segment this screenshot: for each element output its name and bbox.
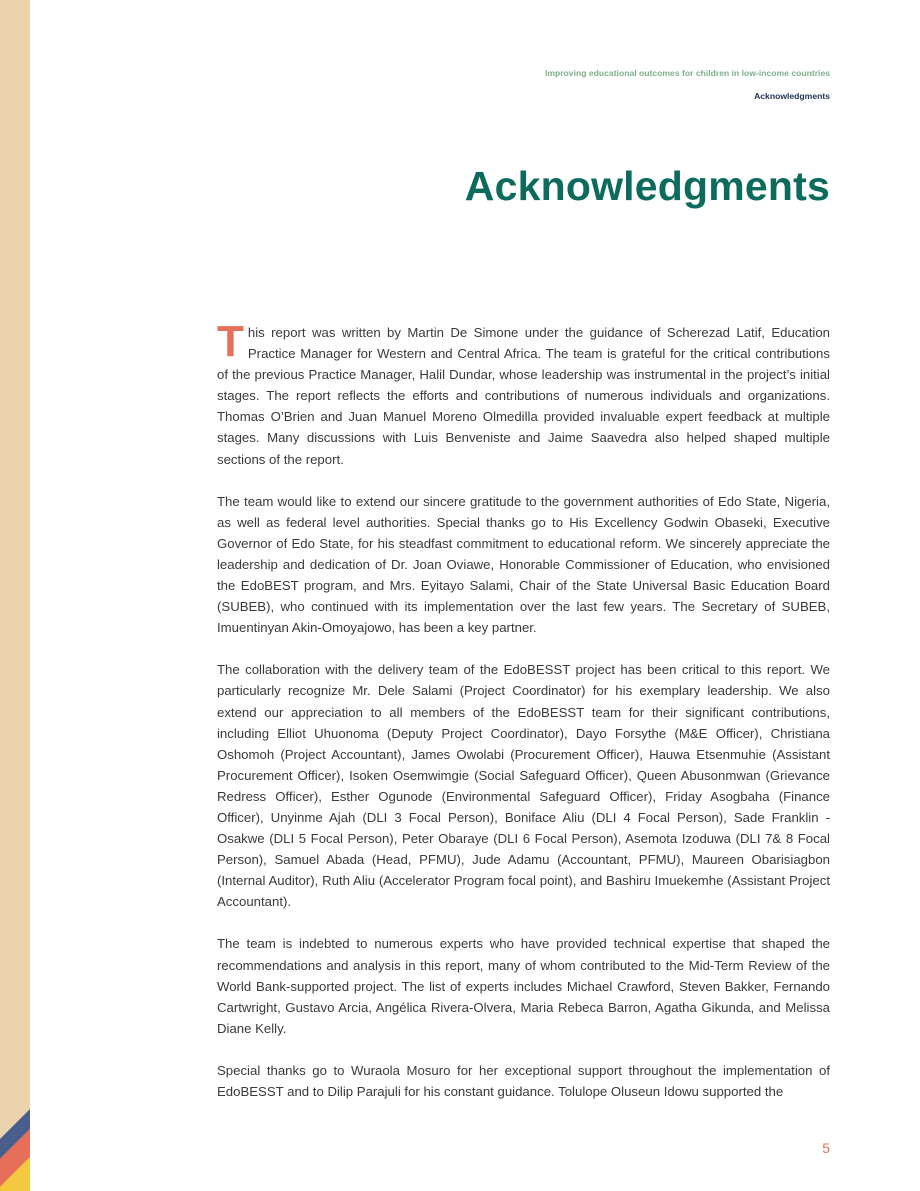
paragraph-4: The team is indebted to numerous experts who have provided technical expertise that shaped the recommendations and analysis in this report, many of whom contributed to the Mid-Term Review of the World Bank-supported project. The list of experts includes Michael Crawford, Steven Bakker, Fernando Cartwright, Gustavo Arcia, Angélica Rivera-Olvera, Maria Rebeca Barron, Agatha Gikunda, and Melissa Diane Kelly. <box>217 936 830 1036</box>
running-header <box>545 69 830 100</box>
decorative-side-band <box>0 0 30 1191</box>
drop-cap: T <box>217 317 244 366</box>
corner-stripes-graphic <box>0 1101 30 1191</box>
paragraph-1 <box>217 317 830 470</box>
page-number: 5 <box>822 1140 830 1156</box>
document-title: Improving educational outcomes for children in low-income countries <box>544 68 830 78</box>
body-text <box>217 317 830 1123</box>
page-title: Acknowledgments <box>464 163 830 209</box>
paragraph-3: The collaboration with the delivery team of the EdoBESST project has been critical to this report. We particularly recognize Mr. Dele Salami (Project Coordinator) for his exemplary leadership. We also extend our appreciation to all members of the EdoBESST team for their significant contributions, including Elliot Uhuonoma (Deputy Project Coordinator), Dayo Forsythe (M&E Officer), Christiana Oshomoh (Project Accountant), James Owolabi (Procurement Officer), Hauwa Etsenmuhie (Assistant Procurement Officer), Isoken Osemwimgie (Social Safeguard Officer), Queen Abusonmwan (Grievance Redress Officer), Esther Ogunode (Environmental Safeguard Officer), Friday Asogbaha (Finance Officer), Unyinme Ajah (DLI 3 Focal Person), Boniface Aliu (DLI 4 Focal Person), Sade Franklin - Osakwe (DLI 5 Focal Person), Peter Obaraye (DLI 6 Focal Person), Asemota Izoduwa (DLI 7& 8 Focal Person), Samuel Abada (Head, PFMU), Jude Adamu (Accountant, PFMU), Maureen Obarisiagbon (Internal Auditor), Ruth Aliu (Accelerator Program focal point), and Bashiru Imuekemhe (Assistant Project Accountant). <box>217 662 830 910</box>
section-title: Acknowledgments <box>754 90 830 101</box>
paragraph-1-text: his report was written by Martin De Simone under the guidance of Scherezad Latif, Education Practice Manager for Western and Central Africa. The team is grateful for the critical contributions of the previous Practice Manager, Halil Dundar, whose leadership was instrumental in the project’s initial stages. The report reflects the efforts and contributions of numerous individuals and organizations. Thomas O’Brien and Juan Manuel Moreno Olmedilla provided invaluable expert feedback at multiple stages. Many discussions with Luis Benveniste and Jaime Saavedra also helped shaped multiple sections of the report. <box>217 325 830 467</box>
paragraph-2: The team would like to extend our sincere gratitude to the government authorities of Edo State, Nigeria, as well as federal level authorities. Special thanks go to His Excellency Godwin Obaseki, Executive Governor of Edo State, for his steadfast commitment to educational reform. We sincerely appreciate the leadership and dedication of Dr. Joan Oviawe, Honorable Commissioner of Education, who envisioned the EdoBEST program, and Mrs. Eyitayo Salami, Chair of the State Universal Basic Education Board (SUBEB), who continued with its implementation over the last few years. The Secretary of SUBEB, Imuentinyan Akin-Omoyajowo, has been a key partner. <box>217 493 830 636</box>
paragraph-5: Special thanks go to Wuraola Mosuro for her exceptional support throughout the implementation of EdoBESST and to Dilip Parajuli for his constant guidance. Tolulope Oluseun Idowu supported the <box>217 1062 830 1099</box>
